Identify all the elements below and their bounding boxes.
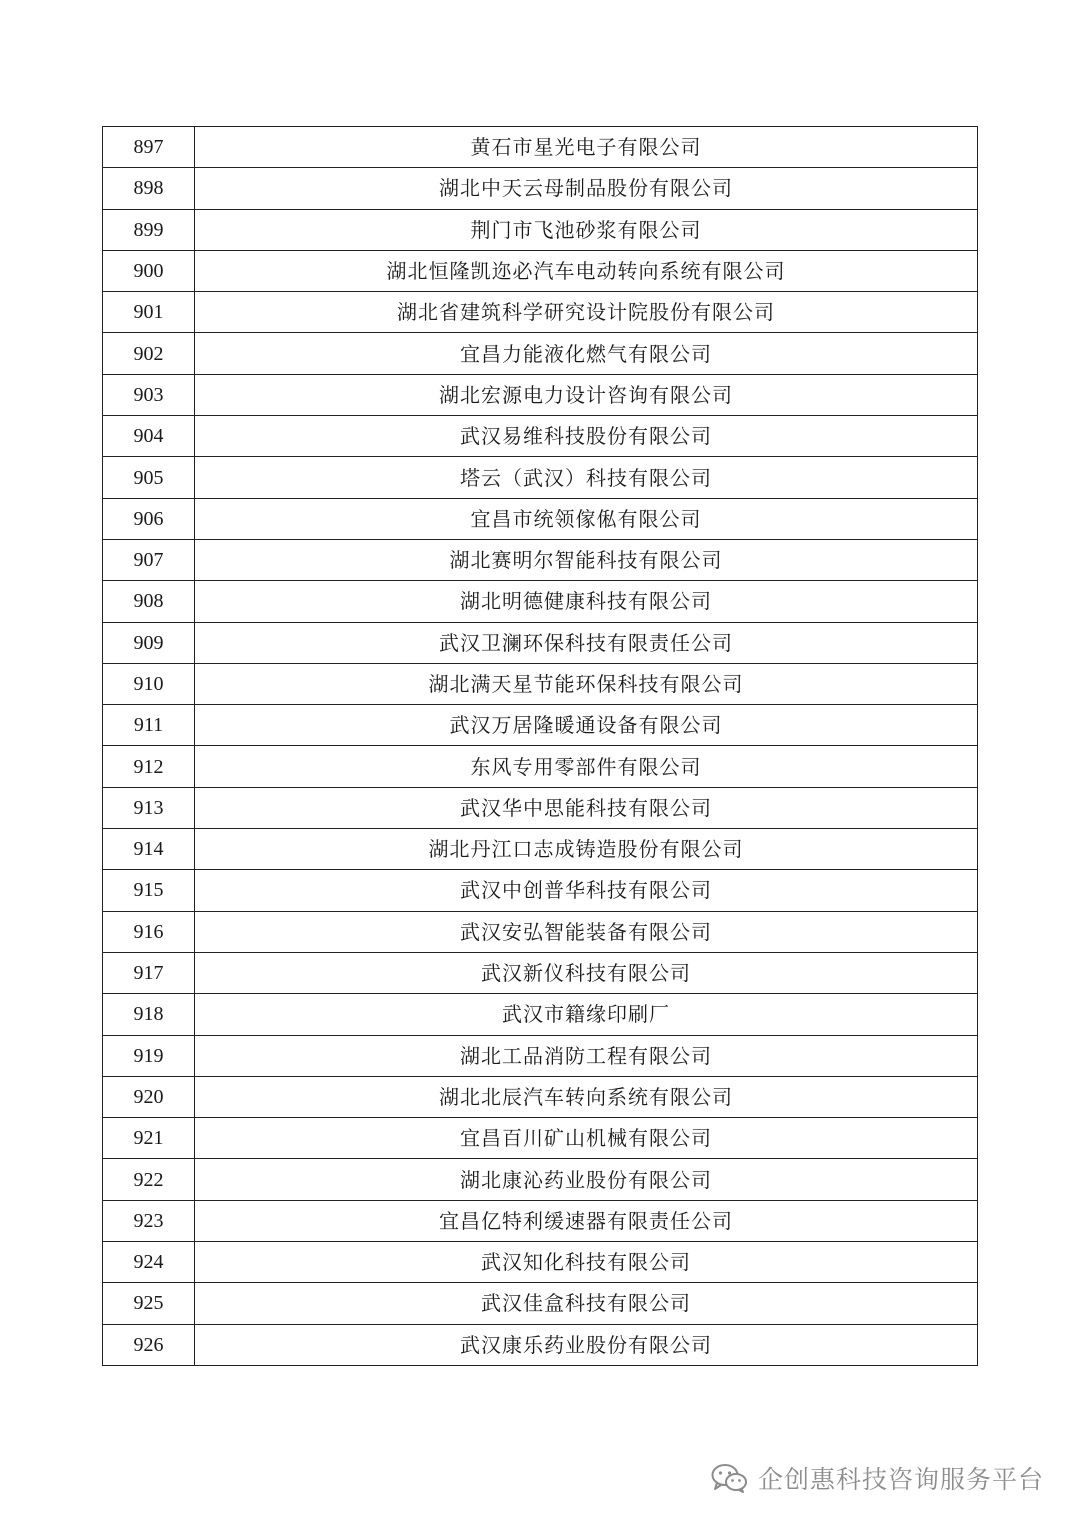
table-row <box>103 457 978 498</box>
table-row <box>103 250 978 291</box>
table-row <box>103 1159 978 1200</box>
company-name-cell: 宜昌力能液化燃气有限公司 <box>195 333 978 374</box>
company-name-cell: 湖北中天云母制品股份有限公司 <box>195 168 978 209</box>
company-name-cell: 黄石市星光电子有限公司 <box>195 127 978 168</box>
table-row <box>103 581 978 622</box>
table-row <box>103 127 978 168</box>
table-row <box>103 539 978 580</box>
row-number-cell: 898 <box>103 168 195 209</box>
table-row <box>103 829 978 870</box>
table-row <box>103 787 978 828</box>
company-name-cell: 宜昌亿特利缓速器有限责任公司 <box>195 1200 978 1241</box>
row-number-cell: 926 <box>103 1324 195 1365</box>
company-name-cell: 湖北康沁药业股份有限公司 <box>195 1159 978 1200</box>
company-name-cell: 武汉知化科技有限公司 <box>195 1242 978 1283</box>
company-name-cell: 武汉佳盒科技有限公司 <box>195 1283 978 1324</box>
row-number-cell: 925 <box>103 1283 195 1324</box>
row-number-cell: 924 <box>103 1242 195 1283</box>
row-number-cell: 915 <box>103 870 195 911</box>
row-number-cell: 897 <box>103 127 195 168</box>
row-number-cell: 900 <box>103 250 195 291</box>
table-row <box>103 746 978 787</box>
table-row <box>103 994 978 1035</box>
table-row <box>103 374 978 415</box>
company-name-cell: 湖北丹江口志成铸造股份有限公司 <box>195 829 978 870</box>
company-name-cell: 武汉安弘智能装备有限公司 <box>195 911 978 952</box>
row-number-cell: 899 <box>103 209 195 250</box>
table-row <box>103 168 978 209</box>
company-name-cell: 宜昌市统领傢俬有限公司 <box>195 498 978 539</box>
company-name-cell: 武汉卫澜环保科技有限责任公司 <box>195 622 978 663</box>
table-row <box>103 870 978 911</box>
table-row <box>103 663 978 704</box>
row-number-cell: 913 <box>103 787 195 828</box>
company-name-cell: 湖北赛明尔智能科技有限公司 <box>195 539 978 580</box>
row-number-cell: 901 <box>103 292 195 333</box>
row-number-cell: 918 <box>103 994 195 1035</box>
company-name-cell: 湖北省建筑科学研究设计院股份有限公司 <box>195 292 978 333</box>
table-row <box>103 498 978 539</box>
company-name-cell: 武汉易维科技股份有限公司 <box>195 416 978 457</box>
company-name-cell: 湖北北辰汽车转向系统有限公司 <box>195 1076 978 1117</box>
company-name-cell: 东风专用零部件有限公司 <box>195 746 978 787</box>
company-name-cell: 武汉万居隆暖通设备有限公司 <box>195 705 978 746</box>
row-number-cell: 902 <box>103 333 195 374</box>
row-number-cell: 920 <box>103 1076 195 1117</box>
company-name-cell: 武汉康乐药业股份有限公司 <box>195 1324 978 1365</box>
company-name-cell: 武汉市籍缘印刷厂 <box>195 994 978 1035</box>
company-list-table <box>102 126 978 1366</box>
company-name-cell: 湖北工品消防工程有限公司 <box>195 1035 978 1076</box>
company-name-cell: 武汉中创普华科技有限公司 <box>195 870 978 911</box>
row-number-cell: 919 <box>103 1035 195 1076</box>
row-number-cell: 906 <box>103 498 195 539</box>
table-body <box>103 127 978 1366</box>
wechat-watermark <box>710 1458 1044 1498</box>
row-number-cell: 922 <box>103 1159 195 1200</box>
row-number-cell: 908 <box>103 581 195 622</box>
table-row <box>103 1118 978 1159</box>
row-number-cell: 923 <box>103 1200 195 1241</box>
row-number-cell: 916 <box>103 911 195 952</box>
row-number-cell: 904 <box>103 416 195 457</box>
row-number-cell: 905 <box>103 457 195 498</box>
row-number-cell: 912 <box>103 746 195 787</box>
table-row <box>103 1283 978 1324</box>
table-row <box>103 911 978 952</box>
row-number-cell: 914 <box>103 829 195 870</box>
table-row <box>103 1076 978 1117</box>
table-row <box>103 416 978 457</box>
row-number-cell: 911 <box>103 705 195 746</box>
company-name-cell: 塔云（武汉）科技有限公司 <box>195 457 978 498</box>
watermark-text: 企创惠科技咨询服务平台 <box>757 1465 1044 1494</box>
company-name-cell: 武汉华中思能科技有限公司 <box>195 787 978 828</box>
company-name-cell: 宜昌百川矿山机械有限公司 <box>195 1118 978 1159</box>
row-number-cell: 921 <box>103 1118 195 1159</box>
table-row <box>103 209 978 250</box>
table-row <box>103 952 978 993</box>
wechat-icon <box>710 1463 748 1493</box>
table-row <box>103 1242 978 1283</box>
company-name-cell: 湖北满天星节能环保科技有限公司 <box>195 663 978 704</box>
company-name-cell: 湖北宏源电力设计咨询有限公司 <box>195 374 978 415</box>
table-row <box>103 333 978 374</box>
company-name-cell: 荆门市飞池砂浆有限公司 <box>195 209 978 250</box>
table-row <box>103 292 978 333</box>
table-row <box>103 622 978 663</box>
table-row <box>103 1035 978 1076</box>
row-number-cell: 903 <box>103 374 195 415</box>
row-number-cell: 909 <box>103 622 195 663</box>
table-row <box>103 1200 978 1241</box>
row-number-cell: 907 <box>103 539 195 580</box>
company-name-cell: 武汉新仪科技有限公司 <box>195 952 978 993</box>
company-name-cell: 湖北明德健康科技有限公司 <box>195 581 978 622</box>
table-row <box>103 705 978 746</box>
table-row <box>103 1324 978 1365</box>
company-name-cell: 湖北恒隆凯迩必汽车电动转向系统有限公司 <box>195 250 978 291</box>
row-number-cell: 910 <box>103 663 195 704</box>
row-number-cell: 917 <box>103 952 195 993</box>
